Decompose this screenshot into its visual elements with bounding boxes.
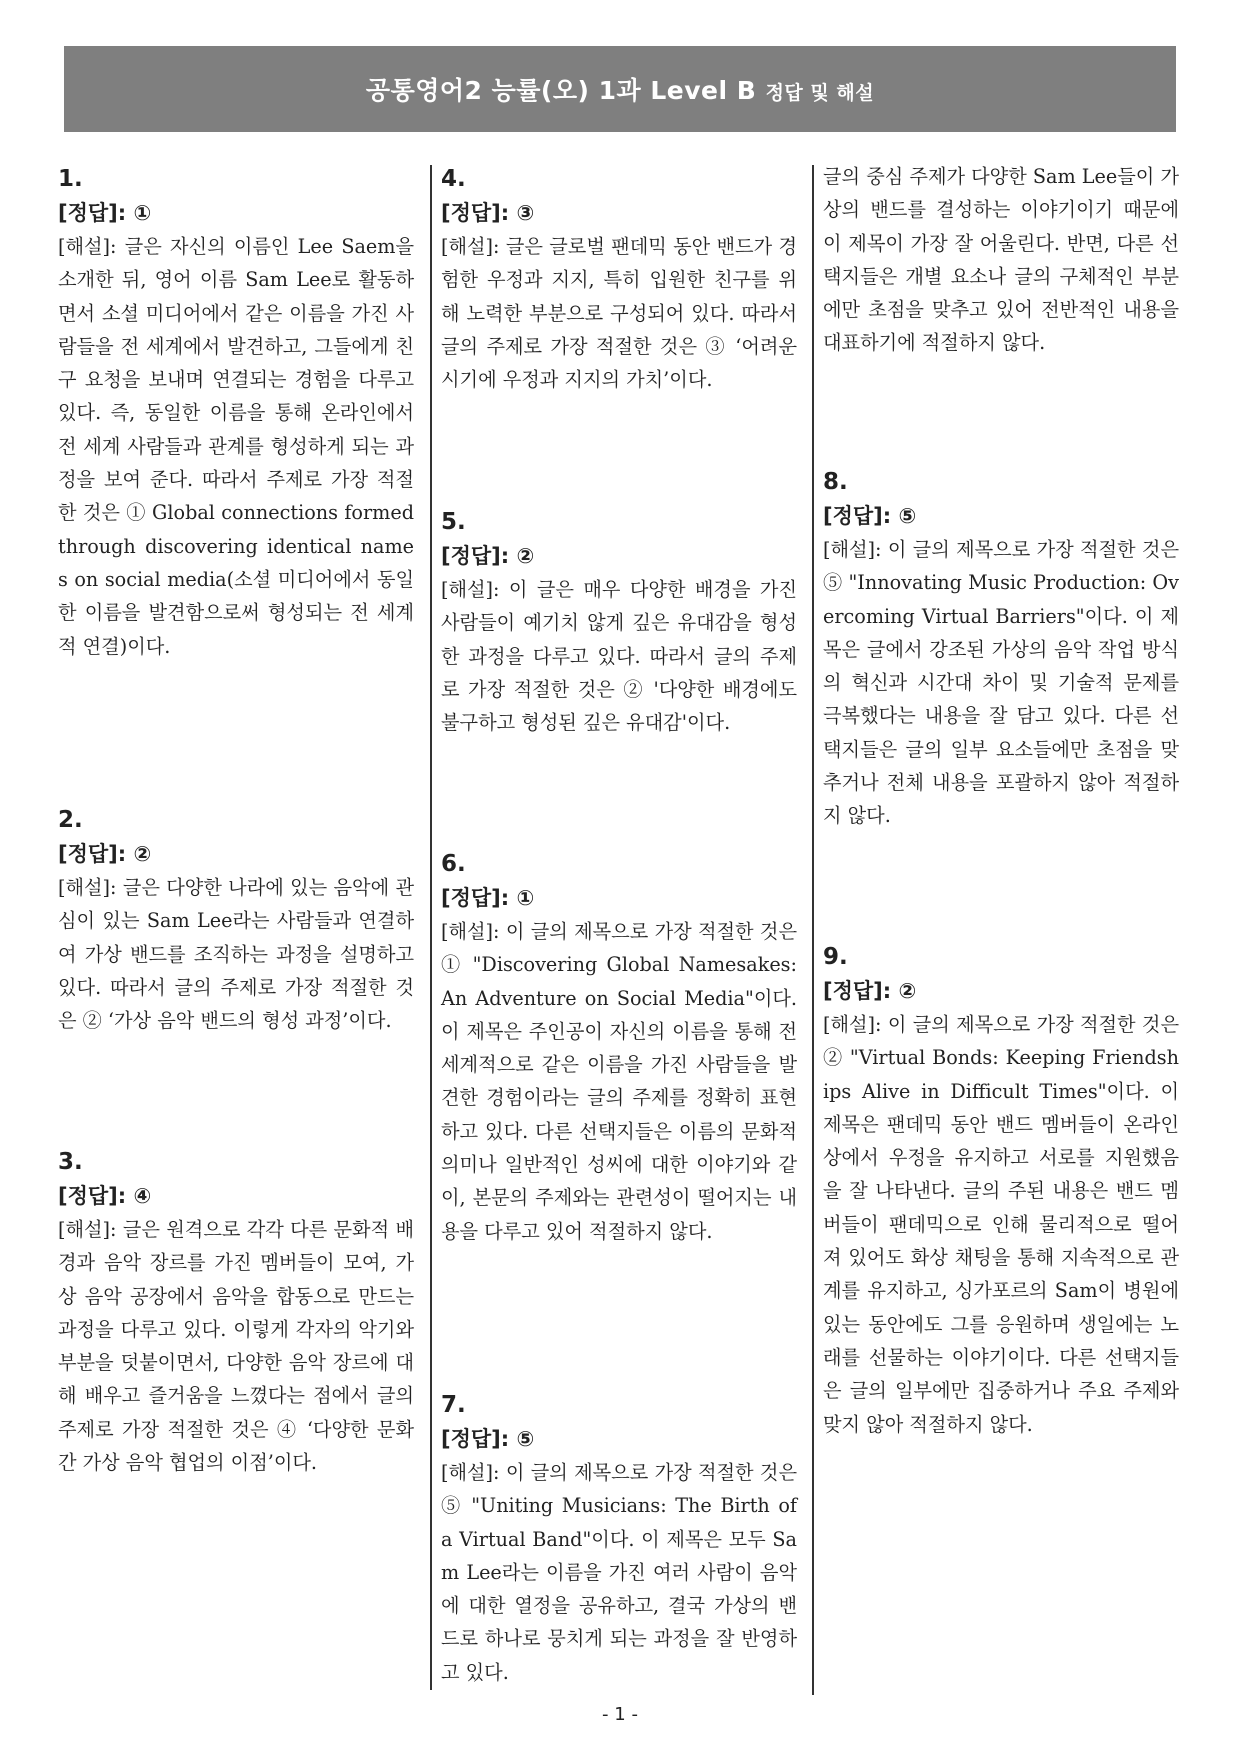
- explanation-text: [해설]: 이 글의 제목으로 가장 적절한 것은 ⑤ "Uniting Musicians: The Birth of a Virtual Band"이다. 이 제목은 모두 Sam Lee라는 이름을 가진 여러 사람이 음악에 대한 열정을 공유하고, 결국 가상의 밴드로 하나로 뭉치게 되는 과정을 잘 반영하고 있다.: [441, 1461, 797, 1684]
- answer-label: [정답]: ②: [441, 544, 535, 568]
- answer-label: [정답]: ⑤: [823, 504, 917, 528]
- answer-label: [정답]: ③: [441, 201, 535, 225]
- question-number: 4.: [441, 166, 466, 192]
- explanation-text: 글의 중심 주제가 다양한 Sam Lee들이 가상의 밴드를 결성하는 이야기이기 때문에 이 제목이 가장 잘 어울린다. 반면, 다른 선택지들은 개별 요소나 글의 구체적인 부분에만 초점을 맞추고 있어 전반적인 내용을 대표하기에 적절하지 않다.: [823, 165, 1179, 355]
- explanation-text: [해설]: 글은 원격으로 각각 다른 문화적 배경과 음악 장르를 가진 멤버들이 모여, 가상 음악 공장에서 음악을 합동으로 만드는 과정을 다루고 있다. 이렇게 각자의 악기와 부분을 덧붙이면서, 다양한 음악 장르에 대해 배우고 즐거움을 느꼈다는 점에서 글의 주제로 가장 적절한 것은 ④ ‘다양한 문화 간 가상 음악 협업의 이점’이다.: [58, 1218, 414, 1475]
- explanation-text: [해설]: 글은 다양한 나라에 있는 음악에 관심이 있는 Sam Lee라는 사람들과 연결하여 가상 밴드를 조직하는 과정을 설명하고 있다. 따라서 글의 주제로 가장 적절한 것은 ② ‘가상 음악 밴드의 형성 과정’이다.: [58, 876, 414, 1033]
- answer-label: [정답]: ②: [823, 979, 917, 1003]
- page-title: [366, 71, 874, 107]
- answer-label: [정답]: ①: [441, 886, 535, 910]
- explanation-text: [해설]: 글은 자신의 이름인 Lee Saem을 소개한 뒤, 영어 이름 Sam Lee로 활동하면서 소셜 미디어에서 같은 이름을 가진 사람들을 전 세계에서 발견하고, 그들에게 친구 요청을 보내며 연결되는 경험을 다루고 있다. 즉, 동일한 이름을 통해 온라인에서 전 세계 사람들과 관계를 형성하게 되는 과정을 보여 준다. 따라서 주제로 가장 적절한 것은 ① Global connections formed through discovering identical names on social media(소셜 미디어에서 동일한 이름을 발견함으로써 형성되는 전 세계적 연결)이다.: [58, 235, 414, 658]
- question-1: [58, 162, 414, 663]
- question-number: 1.: [58, 166, 83, 192]
- question-2: [58, 803, 414, 1037]
- question-8: [823, 465, 1179, 833]
- question-7: [441, 1388, 797, 1689]
- question-number: 5.: [441, 509, 466, 535]
- question-number: 9.: [823, 944, 848, 970]
- question-7-continued: [823, 160, 1179, 360]
- question-number: 2.: [58, 807, 83, 833]
- answer-label: [정답]: ②: [58, 842, 152, 866]
- question-number: 8.: [823, 469, 848, 495]
- column-divider: [430, 165, 432, 1690]
- question-number: 7.: [441, 1392, 466, 1418]
- question-6: [441, 847, 797, 1248]
- explanation-text: [해설]: 이 글은 매우 다양한 배경을 가진 사람들이 예기치 않게 깊은 유대감을 형성한 과정을 다루고 있다. 따라서 글의 주제로 가장 적절한 것은 ② '다양한 배경에도 불구하고 형성된 깊은 유대감'이다.: [441, 578, 797, 735]
- page-title-main: 공통영어2 능률(오) 1과 Level B: [365, 76, 757, 105]
- page-number: - 1 -: [602, 1704, 638, 1725]
- answer-label: [정답]: ①: [58, 201, 152, 225]
- explanation-text: [해설]: 이 글의 제목으로 가장 적절한 것은 ① "Discovering Global Namesakes: An Adventure on Social Media"이다. 이 제목은 주인공이 자신의 이름을 통해 전 세계적으로 같은 이름을 가진 사람들을 발견한 경험이라는 글의 주제를 정확히 표현하고 있다. 다른 선택지들은 이름의 문화적 의미나 일반적인 성씨에 대한 이야기와 같이, 본문의 주제와는 관련성이 떨어지는 내용을 다루고 있어 적절하지 않다.: [441, 920, 797, 1243]
- question-3: [58, 1145, 414, 1479]
- question-4: [441, 162, 797, 396]
- explanation-text: [해설]: 이 글의 제목으로 가장 적절한 것은 ⑤ "Innovating Music Production: Overcoming Virtual Barriers"이다. 이 제목은 글에서 강조된 가상의 음악 작업 방식의 혁신과 시간대 차이 및 기술적 문제를 극복했다는 내용을 잘 담고 있다. 다른 선택지들은 글의 일부 요소들에만 초점을 맞추거나 전체 내용을 포괄하지 않아 적절하지 않다.: [823, 538, 1179, 828]
- title-bar: [64, 46, 1176, 132]
- explanation-text: [해설]: 이 글의 제목으로 가장 적절한 것은 ② "Virtual Bonds: Keeping Friendships Alive in Difficult Times"이다. 이 제목은 팬데믹 동안 밴드 멤버들이 온라인 상에서 우정을 유지하고 서로를 지원했음을 잘 나타낸다. 글의 주된 내용은 밴드 멤버들이 팬데믹으로 인해 물리적으로 떨어져 있어도 화상 채팅을 통해 지속적으로 관계를 유지하고, 싱가포르의 Sam이 병원에 있는 동안에도 그를 응원하며 생일에는 노래를 선물하는 이야기이다. 다른 선택지들은 글의 일부에만 집중하거나 주요 주제와 맞지 않아 적절하지 않다.: [823, 1013, 1179, 1436]
- column-divider: [812, 165, 814, 1695]
- question-9: [823, 940, 1179, 1441]
- question-number: 3.: [58, 1149, 83, 1175]
- page-title-suffix: 정답 및 해설: [765, 82, 875, 104]
- answer-label: [정답]: ⑤: [441, 1427, 535, 1451]
- explanation-text: [해설]: 글은 글로벌 팬데믹 동안 밴드가 경험한 우정과 지지, 특히 입원한 친구를 위해 노력한 부분으로 구성되어 있다. 따라서 글의 주제로 가장 적절한 것은 ③ ‘어려운 시기에 우정과 지지의 가치’이다.: [441, 235, 797, 392]
- question-number: 6.: [441, 851, 466, 877]
- answer-label: [정답]: ④: [58, 1184, 152, 1208]
- question-5: [441, 505, 797, 739]
